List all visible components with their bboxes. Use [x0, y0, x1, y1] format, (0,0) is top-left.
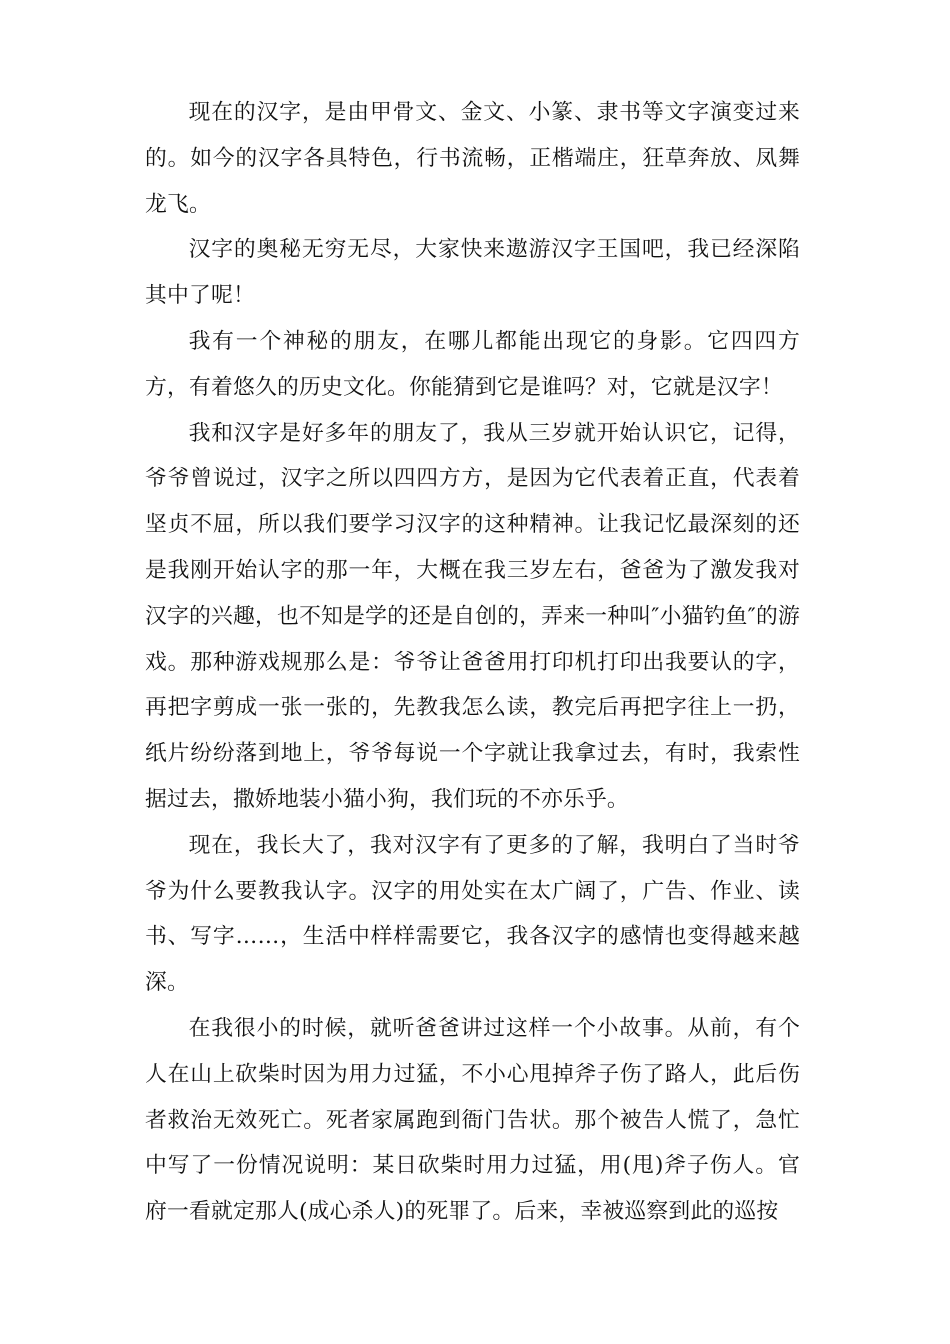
paragraph-5: 现在，我长大了，我对汉字有了更多的了解，我明白了当时爷爷为什么要教我认字。汉字的用处实在太广阔了，广告、作业、读书、写字……，生活中样样需要它，我各汉字的感情也变得越来越深。	[145, 832, 800, 996]
paragraph-1: 现在的汉字，是由甲骨文、金文、小篆、隶书等文字演变过来的。如今的汉字各具特色，行书流畅，正楷端庄，狂草奔放、凤舞龙飞。	[145, 100, 800, 217]
document-page	[145, 90, 800, 1235]
paragraph-2: 汉字的奥秘无穷无尽，大家快来遨游汉字王国吧，我已经深陷其中了呢！	[145, 237, 800, 309]
paragraph-6: 在我很小的时候，就听爸爸讲过这样一个小故事。从前，有个人在山上砍柴时因为用力过猛，不小心甩掉斧子伤了路人，此后伤者救治无效死亡。死者家属跑到衙门告状。那个被告人慌了，急忙中写了一份情况说明：某日砍柴时用力过猛，用(甩)斧子伤人。官府一看就定那人(成心杀人)的死罪了。后来，幸被巡察到此的巡按	[145, 1015, 800, 1225]
paragraph-3: 我有一个神秘的朋友，在哪儿都能出现它的身影。它四四方方，有着悠久的历史文化。你能猜到它是谁吗？对，它就是汉字！	[145, 328, 800, 400]
paragraph-4: 我和汉字是好多年的朋友了，我从三岁就开始认识它，记得，爷爷曾说过，汉字之所以四四方方，是因为它代表着正直，代表着坚贞不屈，所以我们要学习汉字的这种精神。让我记忆最深刻的还是我刚开始认字的那一年，大概在我三岁左右，爸爸为了激发我对汉字的兴趣，也不知是学的还是自创的，弄来一种叫″小猫钓鱼″的游戏。那种游戏规那么是：爷爷让爸爸用打印机打印出我要认的字，再把字剪成一张一张的，先教我怎么读，教完后再把字往上一扔，纸片纷纷落到地上，爷爷每说一个字就让我拿过去，有时，我索性据过去，撒娇地装小猫小狗，我们玩的不亦乐乎。	[145, 420, 800, 812]
